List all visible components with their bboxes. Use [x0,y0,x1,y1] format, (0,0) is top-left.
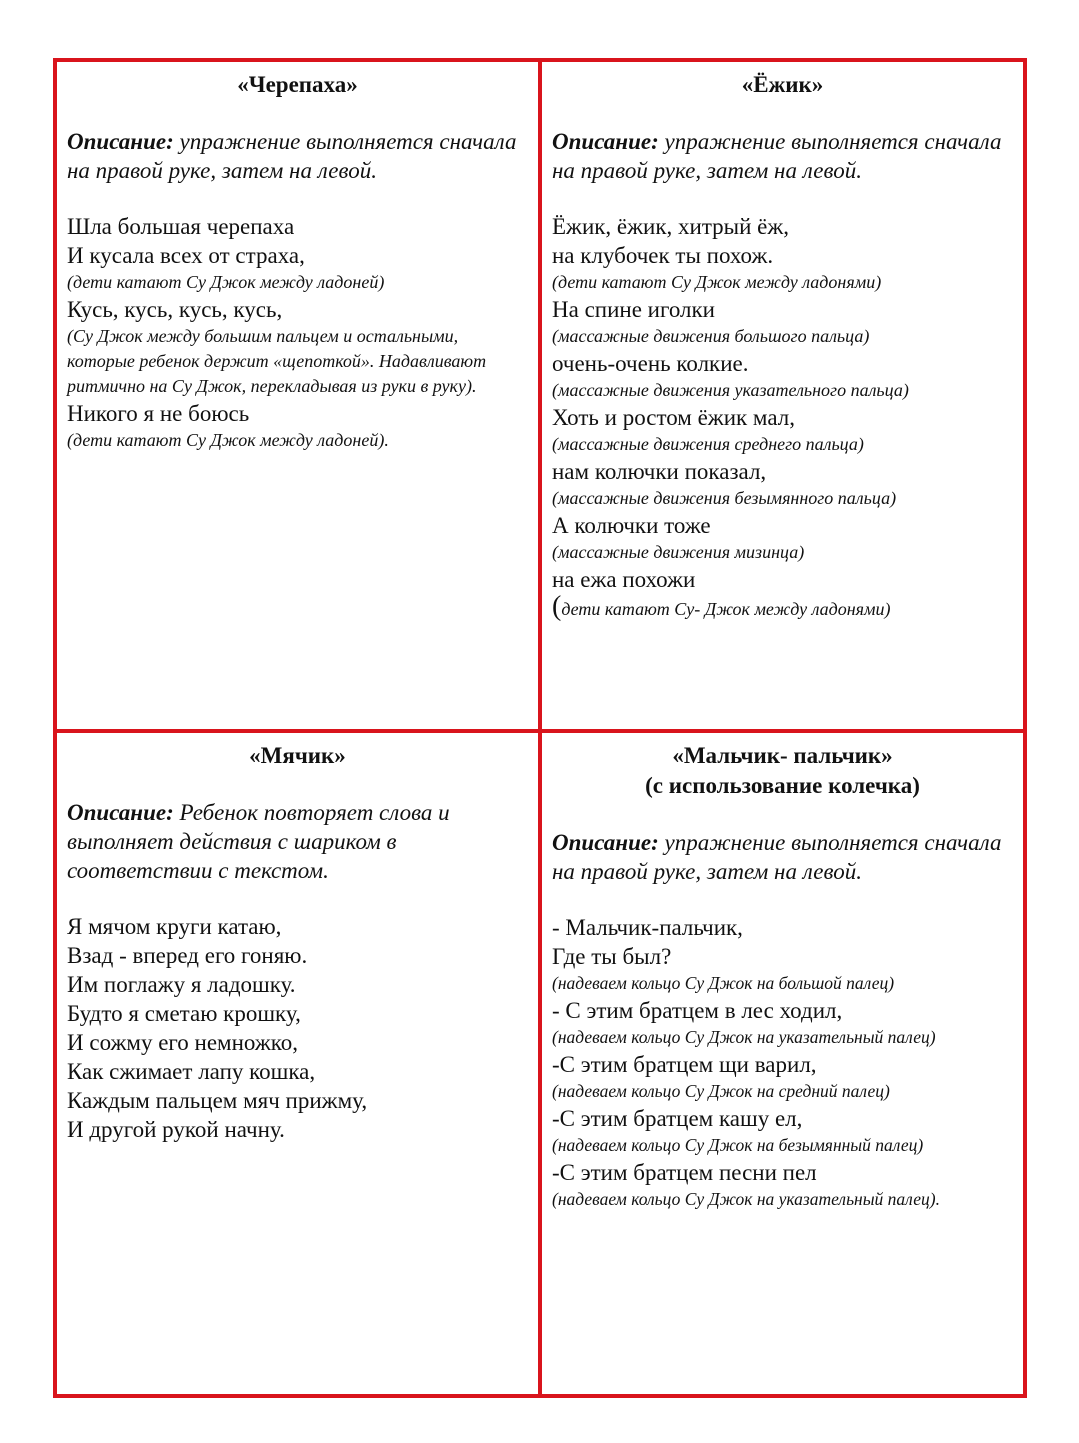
action-note: (массажные движения среднего пальца) [552,434,864,454]
action-note [552,591,1013,622]
description-label: Описание: [67,800,174,825]
action-note-text: дети катают Су- Джок между ладонями) [561,599,891,619]
exercise-cards-table [53,58,1027,1398]
action-note: (надеваем кольцо Су Джок на средний палец) [552,1081,890,1101]
verse-line: -С этим братцем песни пел [552,1160,817,1185]
verse-line: на клубочек ты похож. [552,243,774,268]
action-note: (дети катают Су Джок между ладоней). [67,430,389,450]
open-paren: ( [552,591,562,622]
card-title: «Ёжик» [741,72,824,97]
verse-line: Кусь, кусь, кусь, кусь, [67,297,283,322]
verse-line: И кусала всех от страха, [67,243,305,268]
verse-line: И сожму его немножко, [67,1030,298,1055]
verse-lines [67,912,528,1144]
card-hedgehog [542,62,1023,733]
description-text: упражнение выполняется сначала на правой руке, затем на левой. [552,830,1002,884]
action-note: (дети катают Су Джок между ладоней) [67,272,385,292]
card-boy-finger [542,733,1023,1394]
verse-line: На спине иголки [552,297,715,322]
verse-lines [67,212,528,453]
description-label: Описание: [552,129,659,154]
verse-line: Я мячом круги катаю, [67,914,282,939]
verse-lines [552,913,1013,1212]
card-turtle [57,62,542,733]
verse-line: Им поглажу я ладошку. [67,972,296,997]
description-text: упражнение выполняется сначала на правой руке, затем на левой. [67,129,517,183]
card-title: «Мальчик- пальчик» [672,743,893,768]
action-note: (надеваем кольцо Су Джок на безымянный палец) [552,1135,924,1155]
verse-line: Никого я не боюсь [67,401,250,426]
card-title: «Мячик» [249,743,346,768]
verse-line: Шла большая черепаха [67,214,295,239]
action-note: (надеваем кольцо Су Джок на большой палец) [552,973,895,993]
verse-line: очень-очень колкие. [552,351,749,376]
verse-line: Хоть и ростом ёжик мал, [552,405,795,430]
action-note: (массажные движения безымянного пальца) [552,488,897,508]
verse-line: -С этим братцем щи варил, [552,1052,817,1077]
card-description [552,127,1013,185]
card-description [67,798,528,885]
action-note: (Су Джок между большим пальцем и остальными, которые ребенок держит «щепоткой». Надавливают ритмично на Су Джок, перекладывая из руки в руку). [67,326,487,396]
description-label: Описание: [552,830,659,855]
action-note: (надеваем кольцо Су Джок на указательный палец). [552,1189,940,1209]
verse-line: Взад - вперед его гоняю. [67,943,308,968]
action-note: (надеваем кольцо Су Джок на указательный палец) [552,1027,936,1047]
description-text: упражнение выполняется сначала на правой руке, затем на левой. [552,129,1002,183]
verse-line: на ежа похожи [552,567,696,592]
verse-line: Будто я сметаю крошку, [67,1001,301,1026]
action-note: (дети катают Су Джок между ладонями) [552,272,882,292]
verse-line: Где ты был? [552,944,672,969]
description-label: Описание: [67,129,174,154]
verse-line: - С этим братцем в лес ходил, [552,998,843,1023]
action-note: (массажные движения мизинца) [552,542,805,562]
card-title: «Черепаха» [237,72,358,97]
card-description [552,828,1013,886]
description-text: Ребенок повторяет слова и выполняет действия с шариком в соответствии с текстом. [67,800,450,883]
verse-line: Каждым пальцем мяч прижму, [67,1088,368,1113]
verse-line: - Мальчик-пальчик, [552,915,743,940]
verse-line: Ёжик, ёжик, хитрый ёж, [552,214,790,239]
verse-line: -С этим братцем кашу ел, [552,1106,803,1131]
verse-line: нам колючки показал, [552,459,767,484]
verse-line: И другой рукой начну. [67,1117,285,1142]
verse-lines [552,212,1013,622]
card-ball [57,733,542,1394]
verse-line: Как сжимает лапу кошка, [67,1059,316,1084]
action-note: (массажные движения указательного пальца) [552,380,909,400]
card-description [67,127,528,185]
card-subtitle: (с использование колечка) [645,773,920,798]
action-note: (массажные движения большого пальца) [552,326,870,346]
verse-line: А колючки тоже [552,513,711,538]
